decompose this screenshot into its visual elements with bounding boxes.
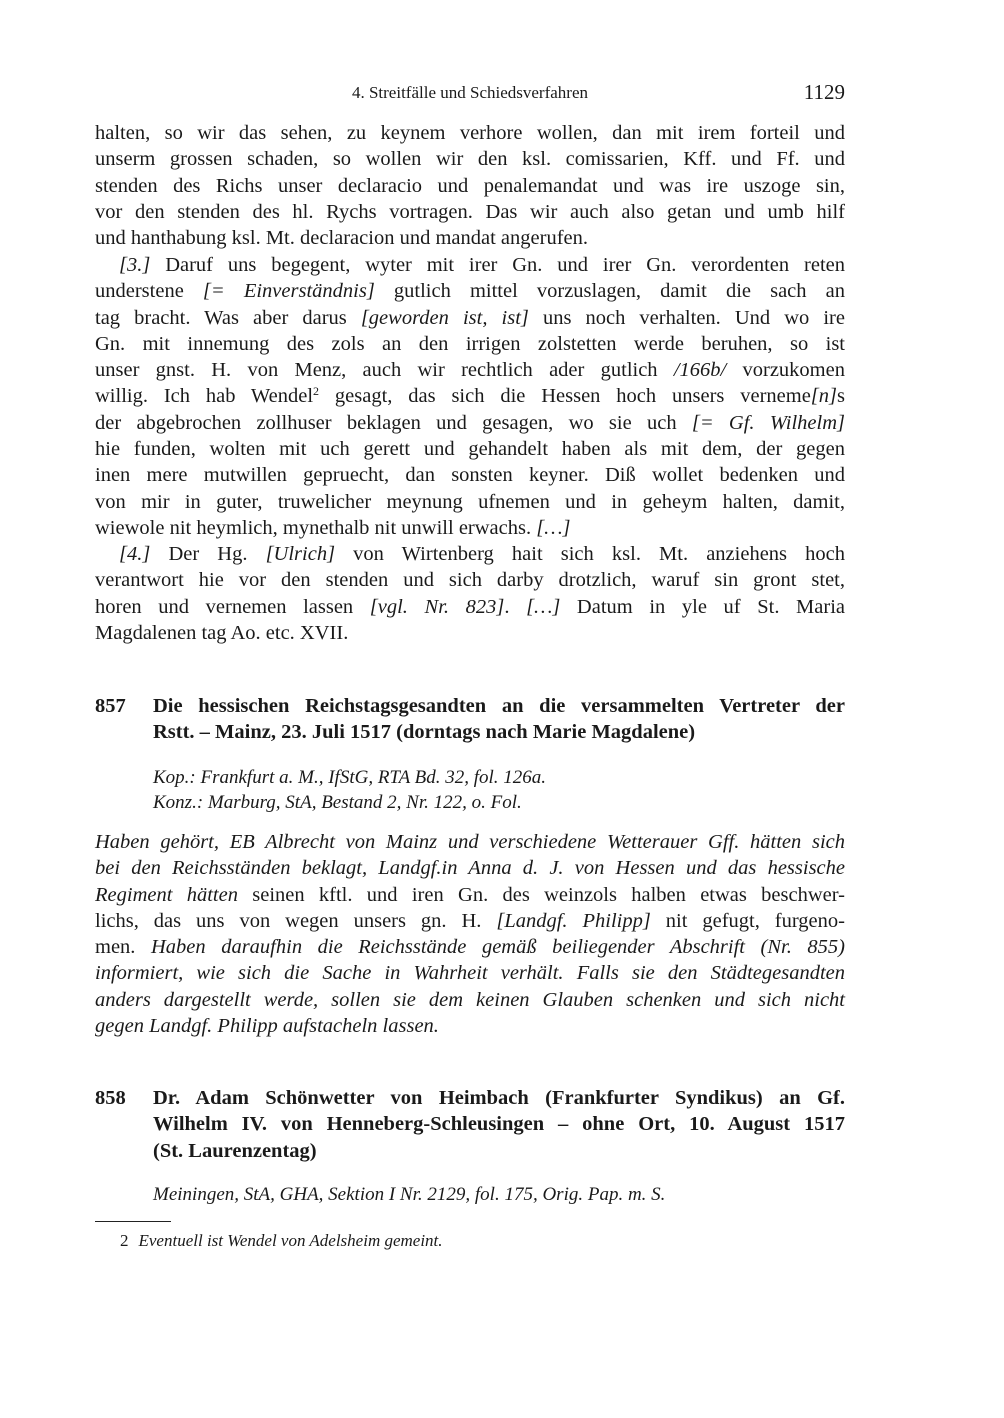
text-segment: s [837,385,845,408]
text-segment: informiert, wie sich die Sache in Wahrheit verhält. Falls sie den Städtegesandten [95,962,845,985]
document-number: 857 [95,695,126,717]
text-segment: von Wirtenberg hait sich ksl. Mt. anziehens hoch [335,543,845,565]
footnote-text: Eventuell ist Wendel von Adelsheim gemeint. [138,1231,443,1250]
text-line [95,934,845,960]
source-note: Konz.: Marburg, StA, Bestand 2, Nr. 122, o. Fol. [153,792,522,813]
text-line [95,410,845,436]
text-segment: [Landgf. Philipp] [496,909,651,932]
text-segment: vorzukomen [726,359,845,382]
text-segment: willig. Ich hab Wendel [95,385,314,408]
text-segment: hie funden, wolten mit uch gerett und gehandelt haben als mit dem, der gegen [95,438,845,461]
text-line [95,252,845,278]
text-segment: unser gnst. H. von Menz, auch wir rechtlich ader gutlich [95,359,674,382]
text-line [95,146,845,172]
text-line [95,987,845,1013]
text-segment: inen mere mutwillen gepruecht, dan sonsten keyner. Diß wollet bedenken und [95,464,845,487]
text-segment: nit gefugt, furgeno- [650,909,845,932]
text-line [95,515,845,541]
text-segment: horen und vernemen lassen [95,595,370,618]
text-line [95,855,845,881]
text-line [95,882,845,908]
text-line [95,305,845,331]
text-segment: Gn. mit innemung des zols an den irrigen zolstetten werde beruhen, so ist [95,332,845,355]
text-segment: Magdalenen tag Ao. etc. XVII. [95,621,349,644]
document-857-heading [95,693,845,746]
text-line [95,173,845,199]
text-segment: [Ulrich] [265,543,336,565]
heading-line: Wilhelm IV. von Henneberg-Schleusingen – ohne Ort, 10. August 1517 [153,1113,845,1136]
text-segment: tag bracht. Was aber darus [95,306,361,329]
heading-line: Rstt. – Mainz, 23. Juli 1517 (dorntags nach Marie Magdalene) [153,721,696,744]
text-segment: . [504,595,527,618]
footnote-rule [95,1221,171,1222]
page-number: 1129 [803,80,845,104]
text-segment: […] [536,516,571,539]
text-line [95,357,845,383]
text-segment: /166b/ [673,359,727,382]
text-segment: stenden des Richs unser declaracio und penalemandat und was ire uszoge sin, [95,174,845,197]
text-segment: Haben daraufhin die Reichsstände gemäß beiliegender Abschrift (Nr. 855) [150,936,846,959]
text-line [95,594,845,620]
text-line [95,1013,845,1039]
text-segment: lichs, das uns von wegen unsers gn. H. [95,909,497,932]
text-line [95,120,845,146]
text-line [95,960,845,986]
source-note: Meiningen, StA, GHA, Sektion I Nr. 2129, fol. 175, Orig. Pap. m. S. [153,1184,666,1205]
text-segment: [3.] [119,254,151,276]
text-segment: [= Einverständnis] [202,280,375,303]
text-line [95,462,845,488]
running-title: 4. Streitfälle und Schiedsverfahren [351,83,589,102]
text-line [95,541,845,567]
text-segment: bei den Reichsständen beklagt, Landgf.in Anna d. J. von Hessen und das hessische [95,857,845,880]
text-segment: unserm grossen schaden, so wollen wir den ksl. comissarien, Kff. und Ff. und [95,148,845,171]
text-line [95,908,845,934]
text-segment: [4.] [119,543,151,565]
text-segment: Der Hg. [150,543,266,565]
footnote [120,1229,443,1253]
paragraph-4 [95,541,845,646]
footnote-number: 2 [120,1231,129,1250]
text-segment: und hanthabung ksl. Mt. declaracion und mandat angerufen. [95,227,588,250]
text-segment: understene [95,280,203,303]
text-segment: [= Gf. Wilhelm] [691,411,845,434]
text-line [95,331,845,357]
paragraph-continuation [95,120,845,251]
text-line [95,225,845,251]
text-segment: Datum in yle uf St. Maria [560,595,845,618]
regest-857 [95,829,845,1039]
text-line [95,278,845,304]
text-segment: anders dargestellt werde, sollen sie dem keinen Glauben schenken und sich nicht [95,988,845,1011]
heading-line: Dr. Adam Schönwetter von Heimbach (Frankfurter Syndikus) an Gf. [153,1087,845,1109]
text-segment: vor den stenden des hl. Rychs vortragen. Das wir auch also getan und umb hilf [95,200,845,223]
text-segment: [vgl. Nr. 823] [369,595,505,618]
text-segment: gesagt, das sich die Hessen hoch unsers verneme [319,385,811,408]
text-line [95,620,845,646]
text-segment: halten, so wir das sehen, zu keynem verhore wollen, dan mit irem forteil und [95,122,845,144]
text-segment: […] [526,595,561,618]
text-segment: gutlich mittel vorzuslagen, damit die sach an [374,280,845,303]
heading-line: Die hessischen Reichstagsgesandten an die versammelten Vertreter der [153,695,845,717]
text-segment: Haben gehört, EB Albrecht von Mainz und verschiedene Wetterauer Gff. hätten sich [95,831,845,853]
text-line [95,199,845,225]
text-segment: uns noch verhalten. Und wo ire [528,306,845,329]
paragraph-3 [95,252,845,541]
document-858-heading [95,1085,845,1164]
text-segment: verantwort hie vor den stenden und sich darby drotzlich, waruf sin gront stet, [95,569,845,592]
text-segment: wiewole nit heymlich, mynethalb nit unwill erwachs. [95,516,537,539]
text-segment: der abgebrochen zollhuser beklagen und gesagen, wo sie uch [95,411,692,434]
document-number: 858 [95,1087,126,1109]
text-segment: [geworden ist, ist] [360,306,529,329]
text-segment: gegen Landgf. Philipp aufstacheln lassen. [95,1015,439,1038]
heading-line: (St. Laurenzentag) [153,1139,317,1162]
footnote-reference: 2 [313,384,320,399]
text-segment: seinen kftl. und iren Gn. des weinzols halben etwas beschwer- [237,883,845,906]
text-line [95,436,845,462]
text-line [95,829,845,855]
text-line [95,567,845,593]
running-header [95,80,845,108]
text-segment: men. [95,936,151,959]
text-line [95,383,845,409]
text-segment: von mir in guter, truwelicher meynung ufnemen und in geheym halten, damit, [95,490,845,513]
text-segment: [n] [810,385,838,408]
text-line [95,489,845,515]
source-note: Kop.: Frankfurt a. M., IfStG, RTA Bd. 32, fol. 126a. [153,767,547,788]
text-segment: Regiment hätten [95,883,238,906]
text-segment: Daruf uns begegent, wyter mit irer Gn. und irer Gn. verordenten reten [150,254,845,276]
